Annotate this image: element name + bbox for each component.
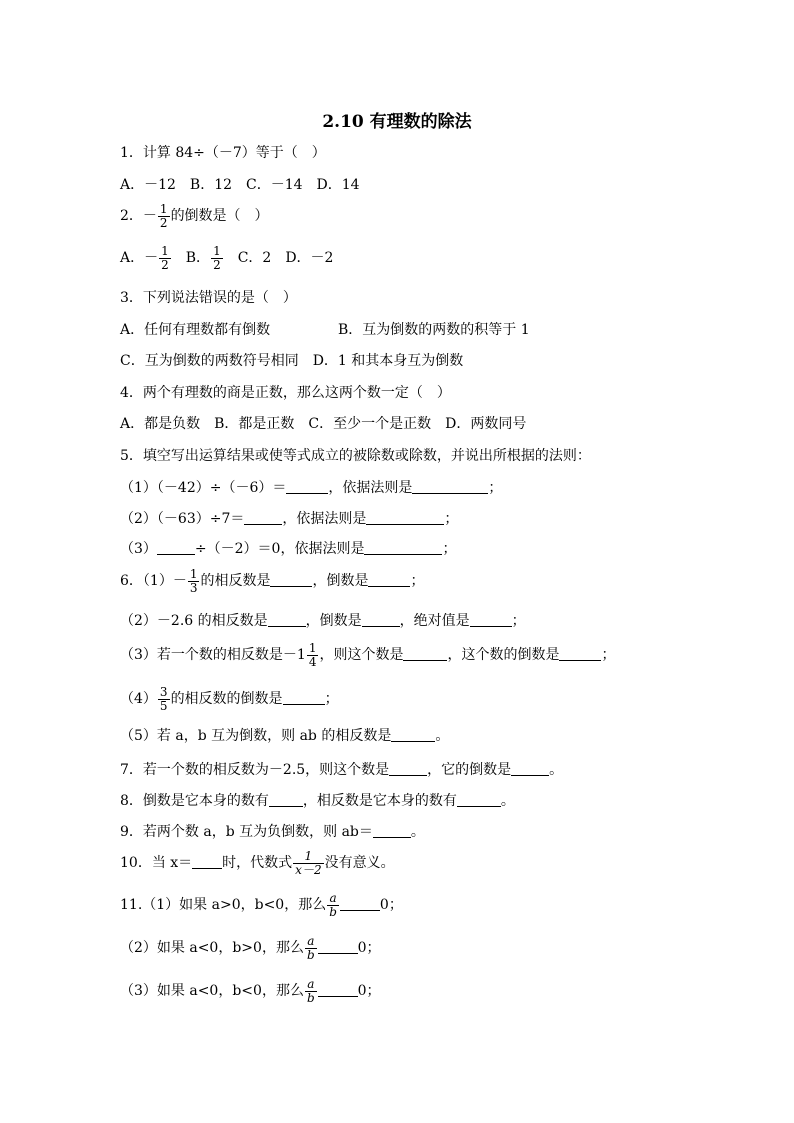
fraction-denominator: b bbox=[306, 990, 315, 1005]
q6-4-end: ； bbox=[324, 691, 339, 708]
answer-blank[interactable] bbox=[269, 794, 303, 807]
fraction-numerator: 1 bbox=[308, 641, 317, 655]
q10-text: 10．当 x＝ bbox=[120, 855, 193, 872]
q5-2-text-rule: ，依据法则是 bbox=[282, 511, 367, 527]
fraction-numerator: a bbox=[329, 891, 337, 905]
question-4-stem: 4．两个有理数的商是正数，那么这两个数一定（ ） bbox=[120, 385, 451, 401]
answer-blank[interactable] bbox=[389, 763, 427, 776]
fraction-a-over-b bbox=[327, 892, 339, 918]
question-3-options-cd: C．互为倒数的两数符号相同 D．1 和其本身互为倒数 bbox=[120, 353, 464, 369]
question-5-stem: 5．填空写出运算结果或使等式成立的被除数或除数，并说出所根据的法则： bbox=[120, 448, 591, 464]
question-8 bbox=[120, 794, 515, 808]
answer-blank[interactable] bbox=[340, 898, 380, 911]
question-11-part-1 bbox=[120, 892, 403, 918]
q5-2-text: （2）（－63）÷7＝ bbox=[120, 511, 245, 527]
q5-1-text-rule: ，依据法则是 bbox=[328, 480, 413, 496]
answer-blank[interactable] bbox=[412, 481, 488, 494]
fraction-one-half bbox=[159, 245, 171, 271]
fraction-numerator: 1 bbox=[161, 244, 169, 258]
question-6-part-5 bbox=[120, 729, 449, 743]
q6-1-prefix: 6．（1）－ bbox=[120, 573, 187, 590]
fraction-numerator: 1 bbox=[213, 244, 221, 258]
q5-1-end: ； bbox=[488, 480, 503, 496]
q9-end: 。 bbox=[410, 824, 425, 840]
q2-option-b: B． bbox=[185, 250, 211, 267]
q11-3-text: （3）如果 a<0，b<0，那么 bbox=[120, 983, 304, 1000]
fraction-numerator: 1 bbox=[189, 567, 198, 581]
question-9 bbox=[120, 825, 425, 839]
answer-blank[interactable] bbox=[470, 614, 512, 627]
question-3-options-ab bbox=[120, 323, 530, 337]
q6-3-text-b: ，则这个数是 bbox=[319, 647, 404, 664]
q6-1-text-b: ，倒数是 bbox=[312, 573, 369, 590]
q5-2-end: ； bbox=[444, 511, 459, 527]
q9-text: 9．若两个数 a，b 互为负倒数，则 ab＝ bbox=[120, 824, 373, 840]
question-10 bbox=[120, 850, 395, 876]
fraction-denominator: 5 bbox=[159, 698, 168, 713]
q10-text-b: 时，代数式 bbox=[222, 855, 293, 872]
fraction-one-over-x-minus-2 bbox=[293, 850, 323, 876]
question-2-options bbox=[120, 245, 333, 271]
answer-blank[interactable] bbox=[364, 542, 442, 555]
answer-blank[interactable] bbox=[192, 856, 222, 869]
fraction-one-half bbox=[211, 245, 223, 271]
question-6-part-2 bbox=[120, 614, 526, 628]
q6-3-text: （3）若一个数的相反数是－1 bbox=[120, 647, 306, 664]
fraction-denominator: 3 bbox=[189, 580, 198, 595]
q10-end: 没有意义。 bbox=[324, 855, 395, 872]
answer-blank[interactable] bbox=[362, 614, 400, 627]
answer-blank[interactable] bbox=[403, 648, 447, 661]
q2-suffix: 的倒数是（ ） bbox=[170, 208, 269, 225]
q3-option-b: B．互为倒数的两数的积等于 1 bbox=[338, 322, 530, 338]
fraction-denominator: 2 bbox=[213, 257, 221, 272]
q7-end: 。 bbox=[549, 762, 564, 778]
answer-blank[interactable] bbox=[157, 542, 195, 555]
question-6-part-1 bbox=[120, 568, 424, 594]
q2-option-a: A．－ bbox=[120, 250, 159, 267]
q6-2-text: （2）－2.6 的相反数是 bbox=[120, 613, 268, 629]
page-title: 2.10 有理数的除法 bbox=[322, 112, 472, 132]
question-2-stem bbox=[120, 203, 269, 229]
q5-3-text-rule: ÷（－2）＝0，依据法则是 bbox=[194, 541, 365, 557]
answer-blank[interactable] bbox=[511, 763, 549, 776]
question-3-stem: 3．下列说法错误的是（ ） bbox=[120, 290, 297, 306]
q6-4-text-b: 的相反数的倒数是 bbox=[170, 691, 283, 708]
fraction-denominator: b bbox=[306, 947, 315, 962]
question-6-part-3 bbox=[120, 642, 615, 668]
answer-blank[interactable] bbox=[368, 574, 410, 587]
fraction-numerator: a bbox=[307, 977, 315, 991]
q11-2-end: 0； bbox=[357, 940, 381, 957]
question-4-options: A．都是负数 B．都是正数 C．至少一个是正数 D．两数同号 bbox=[120, 416, 527, 432]
q2-prefix: 2．－ bbox=[120, 208, 157, 225]
fraction-numerator: a bbox=[307, 934, 315, 948]
q6-3-end: ； bbox=[601, 647, 616, 664]
q3-option-a: A．任何有理数都有倒数 bbox=[120, 322, 271, 338]
q8-end: 。 bbox=[500, 793, 515, 809]
answer-blank[interactable] bbox=[559, 648, 601, 661]
q6-5-text: （5）若 a，b 互为倒数，则 ab 的相反数是 bbox=[120, 728, 392, 744]
question-1-options: A．－12 B．12 C．－14 D．14 bbox=[120, 177, 360, 193]
fraction-a-over-b bbox=[305, 935, 317, 961]
q7-text: 7．若一个数的相反数为－2.5，则这个数是 bbox=[120, 762, 390, 778]
answer-blank[interactable] bbox=[244, 512, 282, 525]
q6-5-end: 。 bbox=[435, 728, 450, 744]
question-5-part-2 bbox=[120, 512, 458, 526]
q5-3-end: ； bbox=[442, 541, 457, 557]
q7-text-b: ，它的倒数是 bbox=[427, 762, 512, 778]
q5-3-text: （3） bbox=[120, 541, 157, 557]
answer-blank[interactable] bbox=[286, 481, 328, 494]
answer-blank[interactable] bbox=[373, 825, 411, 838]
fraction-denominator: b bbox=[329, 904, 337, 919]
q6-3-text-c: ，这个数的倒数是 bbox=[447, 647, 560, 664]
answer-blank[interactable] bbox=[318, 984, 358, 997]
q6-2-text-b: ，倒数是 bbox=[305, 613, 362, 629]
question-7 bbox=[120, 763, 563, 777]
fraction-denominator: 2 bbox=[159, 215, 168, 230]
q11-3-end: 0； bbox=[357, 983, 381, 1000]
q8-text: 8．倒数是它本身的数有 bbox=[120, 793, 269, 809]
question-11-part-3 bbox=[120, 978, 381, 1004]
answer-blank[interactable] bbox=[268, 614, 306, 627]
q6-4-text: （4） bbox=[120, 691, 157, 708]
q11-2-text: （2）如果 a<0，b>0，那么 bbox=[120, 940, 304, 957]
question-6-part-4 bbox=[120, 686, 339, 712]
answer-blank[interactable] bbox=[270, 574, 312, 587]
q2-option-cd: C．2 D．－2 bbox=[237, 250, 334, 267]
fraction-one-third bbox=[188, 568, 200, 594]
q5-1-text: （1）（－42）÷（－6）＝ bbox=[120, 480, 287, 496]
q11-1-text: 11.（1）如果 a>0，b<0，那么 bbox=[120, 897, 327, 914]
fraction-numerator: 1 bbox=[304, 849, 313, 863]
fraction-one-quarter bbox=[307, 642, 319, 668]
q8-text-b: ，相反数是它本身的数有 bbox=[302, 793, 457, 809]
fraction-a-over-b bbox=[305, 978, 317, 1004]
q6-1-end: ； bbox=[410, 573, 425, 590]
answer-blank[interactable] bbox=[391, 729, 435, 742]
q11-1-end: 0； bbox=[379, 897, 403, 914]
question-5-part-1 bbox=[120, 481, 502, 495]
question-11-part-2 bbox=[120, 935, 381, 961]
fraction-one-half bbox=[158, 203, 170, 229]
fraction-numerator: 3 bbox=[159, 685, 168, 699]
answer-blank[interactable] bbox=[283, 692, 325, 705]
answer-blank[interactable] bbox=[457, 794, 501, 807]
question-5-part-3 bbox=[120, 542, 456, 556]
question-1-stem: 1．计算 84÷（－7）等于（ ） bbox=[120, 145, 326, 161]
fraction-denominator: x－2 bbox=[295, 862, 322, 877]
answer-blank[interactable] bbox=[366, 512, 444, 525]
fraction-denominator: 4 bbox=[308, 654, 317, 669]
fraction-numerator: 1 bbox=[159, 202, 168, 216]
answer-blank[interactable] bbox=[318, 941, 358, 954]
q6-1-text: 的相反数是 bbox=[200, 573, 271, 590]
q6-2-end: ； bbox=[511, 613, 526, 629]
fraction-three-fifths bbox=[158, 686, 170, 712]
fraction-denominator: 2 bbox=[161, 257, 169, 272]
q6-2-text-c: ，绝对值是 bbox=[399, 613, 470, 629]
